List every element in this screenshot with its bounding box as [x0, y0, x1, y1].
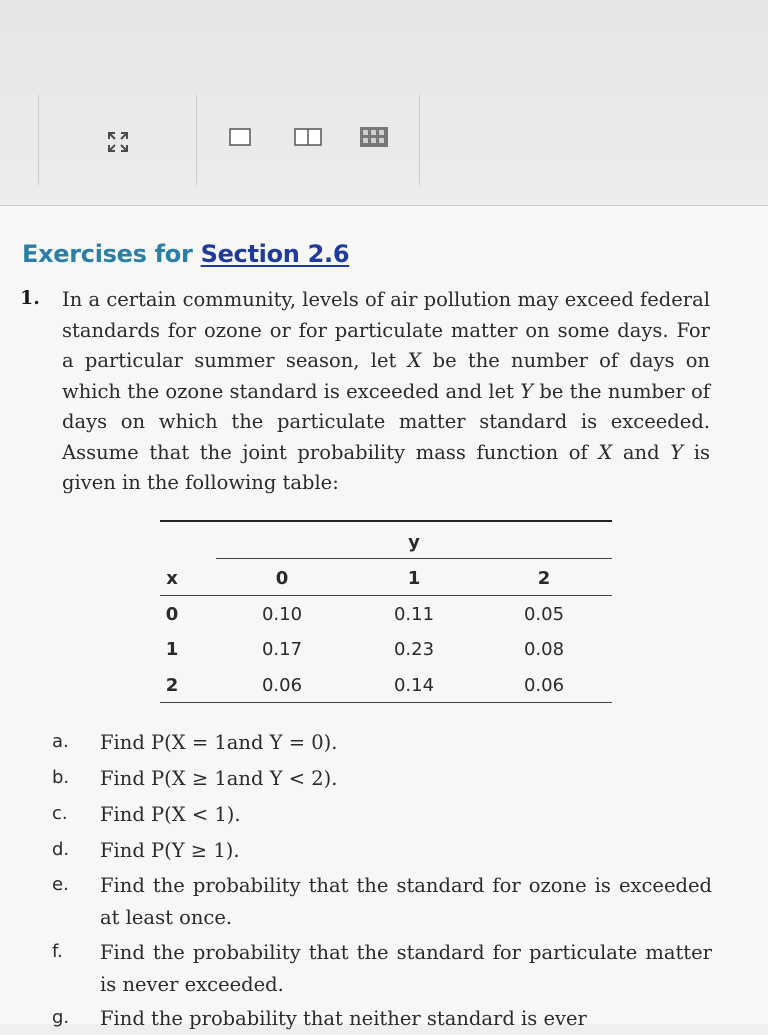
table-cell: 0.23 — [393, 639, 435, 660]
part-label: d. — [52, 839, 70, 860]
part-text: Find the probability that the standard for ozone is exceeded at least once. — [100, 874, 712, 929]
x-header: x — [166, 568, 178, 589]
expand-icon[interactable] — [100, 125, 136, 159]
part-text: Find P(X < 1). — [100, 803, 241, 826]
part-label: b. — [52, 767, 70, 788]
table-cell: 0.06 — [261, 675, 303, 696]
x-value-2: 2 — [165, 675, 179, 696]
table-header-rule — [160, 595, 612, 596]
viewer-toolbar — [0, 0, 768, 206]
table-cell: 0.14 — [393, 675, 435, 696]
table-bottom-rule — [160, 702, 612, 703]
part-label: e. — [52, 874, 69, 895]
single-page-view-icon[interactable] — [229, 128, 251, 146]
two-page-view-icon[interactable] — [294, 128, 322, 146]
exercise-number: 1. — [20, 287, 40, 309]
y-header-rule — [216, 558, 612, 559]
table-cell: 0.11 — [393, 604, 435, 625]
section-heading — [22, 240, 349, 268]
part-label: a. — [52, 731, 69, 752]
part-label: g. — [52, 1007, 70, 1028]
section-link[interactable]: Section 2.6 — [200, 240, 350, 268]
y-value-2: 2 — [537, 568, 551, 589]
part-label: f. — [52, 941, 63, 962]
table-cell: 0.08 — [523, 639, 565, 660]
part-label: c. — [52, 803, 68, 824]
part-text: Find P(Y ≥ 1). — [100, 839, 240, 862]
y-value-0: 0 — [275, 568, 289, 589]
part-text: Find the probability that neither standard is ever — [100, 1007, 587, 1030]
joint-pmf-table — [160, 520, 612, 705]
toolbar-divider — [196, 95, 197, 185]
part-text: Find P(X ≥ 1and Y < 2). — [100, 767, 338, 790]
part-text: Find P(X = 1and Y = 0). — [100, 731, 338, 754]
x-value-0: 0 — [165, 604, 179, 625]
y-header: y — [408, 532, 420, 553]
table-cell: 0.06 — [523, 675, 565, 696]
table-top-rule — [160, 520, 612, 522]
exercise-text: In a certain community, levels of air pollution may exceed federal standards for ozone or for particulate matter on some days. For a particular summer season, let X be the number of days on which the ozone standard is exceeded and let Y be the number of days on which the particulate matter standard is exceeded. Assume that the joint probability mass function of X and Y is given in the following table: — [62, 288, 710, 494]
table-cell: 0.17 — [261, 639, 303, 660]
heading-prefix: Exercises for — [22, 240, 201, 268]
table-cell: 0.10 — [261, 604, 303, 625]
x-value-1: 1 — [165, 639, 179, 660]
y-value-1: 1 — [407, 568, 421, 589]
part-text: Find the probability that the standard for particulate matter is never exceeded. — [100, 941, 712, 996]
table-cell: 0.05 — [523, 604, 565, 625]
grid-view-icon[interactable] — [360, 127, 388, 147]
